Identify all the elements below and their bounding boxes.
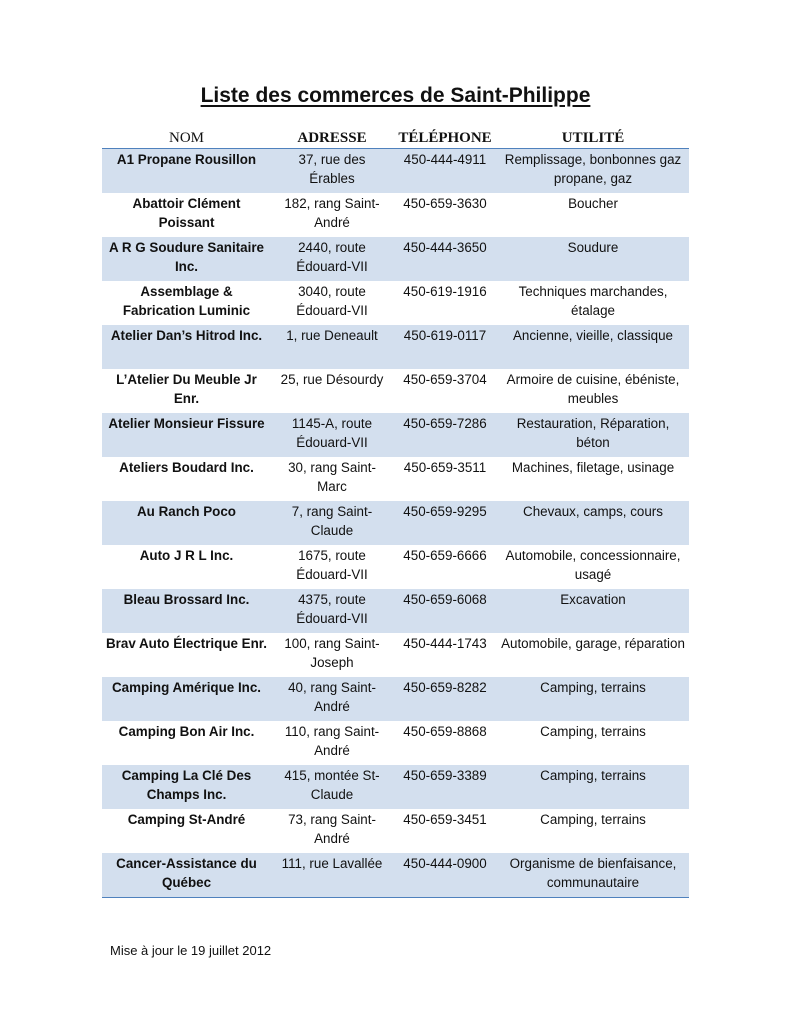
address-cell: 110, rang Saint-André — [284, 724, 380, 758]
business-name-cell: Cancer-Assistance du Québec — [102, 853, 271, 898]
utility-cell: Camping, terrains — [540, 724, 646, 739]
table-row — [102, 589, 689, 633]
utility-cell: Automobile, concessionnaire, usagé — [505, 548, 681, 582]
utility-cell: Chevaux, camps, cours — [497, 501, 689, 545]
phone-cell: 450-659-3704 — [403, 372, 487, 387]
business-name-cell: A R G Soudure Sanitaire Inc. — [102, 237, 271, 281]
utility-cell: Excavation — [497, 589, 689, 633]
business-name-cell: Camping La Clé Des Champs Inc. — [102, 765, 271, 809]
address-cell: 7, rang Saint-Claude — [271, 501, 393, 545]
phone-cell: 450-659-3389 — [393, 765, 497, 809]
phone-cell: 450-444-4911 — [393, 149, 497, 194]
utility-cell: Armoire de cuisine, ébéniste, meubles — [506, 372, 680, 406]
phone-cell: 450-659-3630 — [403, 196, 487, 211]
phone-cell: 450-619-1916 — [403, 284, 487, 299]
table-row — [102, 853, 689, 898]
phone-cell: 450-659-3511 — [403, 460, 487, 475]
table-row — [102, 413, 689, 457]
utility-cell: Automobile, garage, réparation — [501, 636, 685, 651]
page-title: Liste des commerces de Saint-Philippe — [200, 84, 591, 107]
business-name-cell: Bleau Brossard Inc. — [102, 589, 271, 633]
table-header-row — [102, 128, 689, 149]
header-adresse: ADRESSE — [271, 128, 393, 149]
phone-cell: 450-659-6068 — [393, 589, 497, 633]
address-cell: 4375, route Édouard-VII — [271, 589, 393, 633]
phone-cell: 450-444-3650 — [393, 237, 497, 281]
table-row — [102, 193, 689, 237]
address-cell: 2440, route Édouard-VII — [271, 237, 393, 281]
utility-cell: Ancienne, vieille, classique — [497, 325, 689, 369]
phone-cell: 450-619-0117 — [393, 325, 497, 369]
address-cell: 3040, route Édouard-VII — [296, 284, 368, 318]
phone-cell: 450-444-1743 — [403, 636, 487, 651]
header-nom: NOM — [102, 128, 271, 149]
address-cell: 73, rang Saint-André — [288, 812, 376, 846]
business-name-cell: Au Ranch Poco — [102, 501, 271, 545]
business-name-cell: L’Atelier Du Meuble Jr Enr. — [116, 372, 257, 406]
address-cell: 1, rue Deneault — [271, 325, 393, 369]
table-row — [102, 325, 689, 369]
table-row — [102, 721, 689, 765]
phone-cell: 450-444-0900 — [393, 853, 497, 898]
utility-cell: Organisme de bienfaisance, communautaire — [497, 853, 689, 898]
utility-cell: Soudure — [497, 237, 689, 281]
address-cell: 415, montée St-Claude — [271, 765, 393, 809]
table-row — [102, 809, 689, 853]
table-row — [102, 677, 689, 721]
utility-cell: Restauration, Réparation, béton — [497, 413, 689, 457]
utility-cell: Techniques marchandes, étalage — [518, 284, 668, 318]
business-name-cell: Assemblage & Fabrication Luminic — [122, 284, 251, 318]
update-date-footer: Mise à jour le 19 juillet 2012 — [110, 943, 272, 958]
business-name-cell: Abattoir Clément Poissant — [132, 196, 241, 230]
phone-cell: 450-659-3451 — [403, 812, 487, 827]
business-name-cell: Camping Bon Air Inc. — [118, 724, 255, 739]
business-name-cell: Camping Amérique Inc. — [102, 677, 271, 721]
header-utilite: UTILITÉ — [497, 128, 689, 149]
table-row — [102, 149, 689, 194]
business-name-cell: Atelier Monsieur Fissure — [102, 413, 271, 457]
business-name-cell: Ateliers Boudard Inc. — [119, 460, 254, 475]
utility-cell: Camping, terrains — [540, 812, 646, 827]
table-row — [102, 457, 689, 501]
table-row — [102, 281, 689, 325]
business-name-cell: Atelier Dan’s Hitrod Inc. — [102, 325, 271, 369]
business-table — [102, 128, 689, 898]
business-name-cell: Brav Auto Électrique Enr. — [106, 636, 267, 651]
table-row — [102, 765, 689, 809]
address-cell: 1675, route Édouard-VII — [296, 548, 368, 582]
address-cell: 1145-A, route Édouard-VII — [271, 413, 393, 457]
utility-cell: Boucher — [568, 196, 618, 211]
phone-cell: 450-659-9295 — [393, 501, 497, 545]
utility-cell: Camping, terrains — [497, 765, 689, 809]
utility-cell: Camping, terrains — [497, 677, 689, 721]
phone-cell: 450-659-6666 — [403, 548, 487, 563]
header-telephone: TÉLÉPHONE — [393, 128, 497, 149]
address-cell: 182, rang Saint-André — [284, 196, 380, 230]
business-name-cell: Camping St-André — [127, 812, 246, 827]
table-row — [102, 501, 689, 545]
table-row — [102, 369, 689, 413]
phone-cell: 450-659-7286 — [393, 413, 497, 457]
table-row — [102, 633, 689, 677]
address-cell: 30, rang Saint-Marc — [288, 460, 376, 494]
utility-cell: Machines, filetage, usinage — [511, 460, 675, 475]
address-cell: 111, rue Lavallée — [271, 853, 393, 898]
address-cell: 37, rue des Érables — [271, 149, 393, 194]
table-row — [102, 237, 689, 281]
phone-cell: 450-659-8282 — [393, 677, 497, 721]
utility-cell: Remplissage, bonbonnes gaz propane, gaz — [497, 149, 689, 194]
phone-cell: 450-659-8868 — [403, 724, 487, 739]
address-cell: 25, rue Désourdy — [280, 372, 384, 387]
address-cell: 100, rang Saint-Joseph — [284, 636, 380, 670]
business-name-cell: A1 Propane Rousillon — [102, 149, 271, 194]
business-name-cell: Auto J R L Inc. — [139, 548, 234, 563]
table-row — [102, 545, 689, 589]
address-cell: 40, rang Saint-André — [271, 677, 393, 721]
